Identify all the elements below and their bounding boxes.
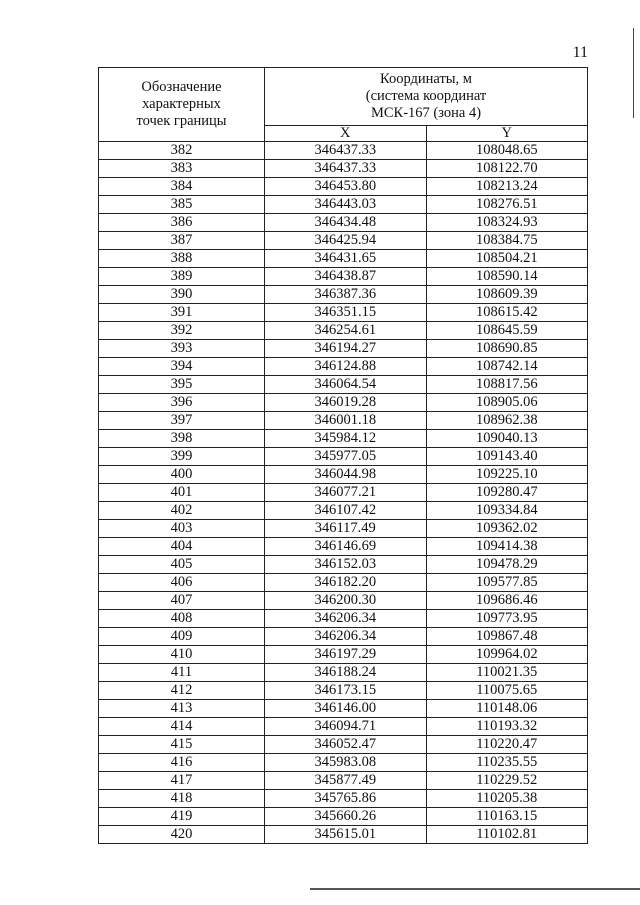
x-cell: 346453.80 <box>265 178 427 196</box>
y-cell: 110205.38 <box>426 790 588 808</box>
table-row <box>99 160 588 178</box>
header-point-designation <box>99 68 265 142</box>
point-cell: 400 <box>99 466 265 484</box>
x-cell: 346124.88 <box>265 358 427 376</box>
point-cell: 390 <box>99 286 265 304</box>
y-cell: 108048.65 <box>426 142 588 160</box>
y-cell: 110148.06 <box>426 700 588 718</box>
x-cell: 346001.18 <box>265 412 427 430</box>
header-point-line-1: Обозначение <box>141 79 222 95</box>
table-row <box>99 556 588 574</box>
x-cell: 346173.15 <box>265 682 427 700</box>
x-cell: 345984.12 <box>265 430 427 448</box>
point-cell: 384 <box>99 178 265 196</box>
point-cell: 402 <box>99 502 265 520</box>
y-cell: 108615.42 <box>426 304 588 322</box>
point-cell: 388 <box>99 250 265 268</box>
table-row <box>99 718 588 736</box>
x-cell: 346351.15 <box>265 304 427 322</box>
header-coords-line-3: МСК-167 (зона 4) <box>370 105 482 121</box>
x-cell: 346146.00 <box>265 700 427 718</box>
x-cell: 346431.65 <box>265 250 427 268</box>
table-row <box>99 430 588 448</box>
x-cell: 346200.30 <box>265 592 427 610</box>
point-cell: 412 <box>99 682 265 700</box>
table-row <box>99 214 588 232</box>
point-cell: 389 <box>99 268 265 286</box>
table-row <box>99 394 588 412</box>
bottom-rule <box>310 888 640 890</box>
x-cell: 346052.47 <box>265 736 427 754</box>
y-cell: 110021.35 <box>426 664 588 682</box>
y-cell: 109414.38 <box>426 538 588 556</box>
point-cell: 401 <box>99 484 265 502</box>
header-coords-line-1: Координаты, м <box>380 71 472 87</box>
coordinates-table <box>98 67 588 844</box>
point-cell: 420 <box>99 826 265 844</box>
x-cell: 346438.87 <box>265 268 427 286</box>
y-cell: 108122.70 <box>426 160 588 178</box>
table-row <box>99 646 588 664</box>
point-cell: 415 <box>99 736 265 754</box>
y-cell: 110075.65 <box>426 682 588 700</box>
x-cell: 346182.20 <box>265 574 427 592</box>
x-cell: 346094.71 <box>265 718 427 736</box>
table-row <box>99 682 588 700</box>
x-cell: 345660.26 <box>265 808 427 826</box>
x-cell: 346077.21 <box>265 484 427 502</box>
x-cell: 345983.08 <box>265 754 427 772</box>
point-cell: 382 <box>99 142 265 160</box>
x-cell: 345977.05 <box>265 448 427 466</box>
y-cell: 110235.55 <box>426 754 588 772</box>
point-cell: 385 <box>99 196 265 214</box>
page-edge-line <box>633 28 634 118</box>
table-row <box>99 268 588 286</box>
x-cell: 346437.33 <box>265 160 427 178</box>
x-cell: 346437.33 <box>265 142 427 160</box>
y-cell: 109143.40 <box>426 448 588 466</box>
header-point-line-2: характерных <box>142 96 221 112</box>
point-cell: 405 <box>99 556 265 574</box>
point-cell: 395 <box>99 376 265 394</box>
table-row <box>99 574 588 592</box>
x-cell: 345615.01 <box>265 826 427 844</box>
table-row <box>99 412 588 430</box>
table-row <box>99 700 588 718</box>
table-row <box>99 538 588 556</box>
table-row <box>99 196 588 214</box>
y-cell: 109225.10 <box>426 466 588 484</box>
point-cell: 406 <box>99 574 265 592</box>
point-cell: 394 <box>99 358 265 376</box>
table-row <box>99 142 588 160</box>
x-cell: 346044.98 <box>265 466 427 484</box>
y-cell: 110102.81 <box>426 826 588 844</box>
y-cell: 109040.13 <box>426 430 588 448</box>
point-cell: 387 <box>99 232 265 250</box>
point-cell: 413 <box>99 700 265 718</box>
y-cell: 108645.59 <box>426 322 588 340</box>
table-row <box>99 232 588 250</box>
page-number: 11 <box>572 44 588 61</box>
table-row <box>99 250 588 268</box>
y-cell: 110163.15 <box>426 808 588 826</box>
x-cell: 346387.36 <box>265 286 427 304</box>
point-cell: 414 <box>99 718 265 736</box>
point-cell: 386 <box>99 214 265 232</box>
y-cell: 108690.85 <box>426 340 588 358</box>
point-cell: 391 <box>99 304 265 322</box>
x-cell: 346206.34 <box>265 610 427 628</box>
table-row <box>99 826 588 844</box>
table-row <box>99 772 588 790</box>
y-cell: 108324.93 <box>426 214 588 232</box>
point-cell: 416 <box>99 754 265 772</box>
y-cell: 108276.51 <box>426 196 588 214</box>
y-cell: 110220.47 <box>426 736 588 754</box>
table-row <box>99 322 588 340</box>
point-cell: 397 <box>99 412 265 430</box>
y-cell: 108962.38 <box>426 412 588 430</box>
header-point-line-3: точек границы <box>136 113 227 129</box>
point-cell: 410 <box>99 646 265 664</box>
x-cell: 346107.42 <box>265 502 427 520</box>
point-cell: 411 <box>99 664 265 682</box>
y-cell: 108905.06 <box>426 394 588 412</box>
y-cell: 108817.56 <box>426 376 588 394</box>
table-row <box>99 286 588 304</box>
table-row <box>99 502 588 520</box>
header-y: Y <box>426 126 588 142</box>
table-row <box>99 628 588 646</box>
point-cell: 404 <box>99 538 265 556</box>
y-cell: 109362.02 <box>426 520 588 538</box>
point-cell: 407 <box>99 592 265 610</box>
table-row <box>99 358 588 376</box>
table-row <box>99 754 588 772</box>
y-cell: 110193.32 <box>426 718 588 736</box>
point-cell: 417 <box>99 772 265 790</box>
y-cell: 108504.21 <box>426 250 588 268</box>
y-cell: 109867.48 <box>426 628 588 646</box>
point-cell: 403 <box>99 520 265 538</box>
x-cell: 345877.49 <box>265 772 427 790</box>
x-cell: 346064.54 <box>265 376 427 394</box>
table-row <box>99 520 588 538</box>
x-cell: 346254.61 <box>265 322 427 340</box>
point-cell: 398 <box>99 430 265 448</box>
x-cell: 346443.03 <box>265 196 427 214</box>
point-cell: 419 <box>99 808 265 826</box>
header-x: X <box>265 126 427 142</box>
header-coordinates <box>265 68 588 126</box>
y-cell: 109280.47 <box>426 484 588 502</box>
x-cell: 346019.28 <box>265 394 427 412</box>
y-cell: 109686.46 <box>426 592 588 610</box>
y-cell: 109334.84 <box>426 502 588 520</box>
x-cell: 346188.24 <box>265 664 427 682</box>
y-cell: 108384.75 <box>426 232 588 250</box>
table-row <box>99 592 588 610</box>
table-row <box>99 340 588 358</box>
x-cell: 346117.49 <box>265 520 427 538</box>
point-cell: 418 <box>99 790 265 808</box>
point-cell: 383 <box>99 160 265 178</box>
table-row <box>99 304 588 322</box>
point-cell: 408 <box>99 610 265 628</box>
y-cell: 109773.95 <box>426 610 588 628</box>
x-cell: 346146.69 <box>265 538 427 556</box>
point-cell: 409 <box>99 628 265 646</box>
table-header-row <box>99 68 588 126</box>
x-cell: 345765.86 <box>265 790 427 808</box>
y-cell: 108590.14 <box>426 268 588 286</box>
y-cell: 110229.52 <box>426 772 588 790</box>
table-row <box>99 448 588 466</box>
point-cell: 392 <box>99 322 265 340</box>
x-cell: 346152.03 <box>265 556 427 574</box>
x-cell: 346425.94 <box>265 232 427 250</box>
point-cell: 399 <box>99 448 265 466</box>
table-row <box>99 484 588 502</box>
table-row <box>99 178 588 196</box>
table-row <box>99 466 588 484</box>
table-row <box>99 610 588 628</box>
table-row <box>99 790 588 808</box>
x-cell: 346194.27 <box>265 340 427 358</box>
table-row <box>99 664 588 682</box>
x-cell: 346206.34 <box>265 628 427 646</box>
point-cell: 393 <box>99 340 265 358</box>
header-coords-line-2: (система координат <box>365 88 487 104</box>
x-cell: 346197.29 <box>265 646 427 664</box>
y-cell: 109478.29 <box>426 556 588 574</box>
y-cell: 108213.24 <box>426 178 588 196</box>
y-cell: 108742.14 <box>426 358 588 376</box>
x-cell: 346434.48 <box>265 214 427 232</box>
y-cell: 109964.02 <box>426 646 588 664</box>
table-row <box>99 376 588 394</box>
y-cell: 108609.39 <box>426 286 588 304</box>
point-cell: 396 <box>99 394 265 412</box>
y-cell: 109577.85 <box>426 574 588 592</box>
table-row <box>99 808 588 826</box>
table-row <box>99 736 588 754</box>
table-body <box>99 142 588 844</box>
